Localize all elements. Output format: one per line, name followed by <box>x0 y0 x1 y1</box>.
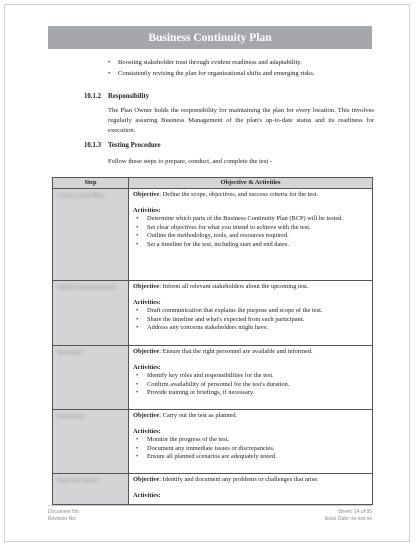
objective-cell <box>129 410 373 474</box>
objective-label: Objective <box>133 191 160 198</box>
list-item: • Address any concerns stakeholders might have. <box>133 324 368 333</box>
heading-responsibility <box>84 93 149 100</box>
activities-label: Activities: <box>133 363 161 371</box>
document-number: Document No: <box>48 509 80 515</box>
objective-line <box>133 348 368 357</box>
heading-testing-procedure <box>84 142 161 149</box>
activities-list <box>133 436 368 462</box>
objective-label: Objective <box>133 412 160 419</box>
heading-number: 10.1.2 <box>84 93 101 100</box>
objective-cell <box>129 346 373 410</box>
objective-cell <box>129 474 373 505</box>
step-cell <box>53 346 129 410</box>
table-header-row <box>53 178 373 189</box>
list-item: • Outline the methodology, tools, and resources required. <box>133 232 368 241</box>
objective-text: : Carry out the test as planned. <box>159 412 238 419</box>
step-cell <box>53 474 129 505</box>
step-label: Execution <box>57 413 84 420</box>
step-label: Personnel <box>57 349 83 356</box>
step-cell <box>53 281 129 346</box>
step-label: Post-Test Issues <box>57 477 99 484</box>
activities-label: Activities: <box>133 491 161 499</box>
column-header-step: Step <box>53 178 129 189</box>
intro-bullet: • Boosting stakeholder trust through evident readiness and adaptability. <box>108 57 378 68</box>
document-title-bar <box>48 26 372 49</box>
column-header-objective: Objective & Activities <box>129 178 373 189</box>
list-item: • Set clear objectives for what you intend to achieve with the test. <box>133 224 368 233</box>
list-item: • Provide training or briefings, if necessary. <box>133 389 368 398</box>
list-item: • Monitor the progress of the test. <box>133 436 368 445</box>
step-cell <box>53 189 129 281</box>
footer-right <box>324 509 372 523</box>
responsibility-paragraph: The Plan Owner holds the responsibility for maintaining the plan for every location. This involves regularly assuring Business Management of the plan's up-to-date status and its readiness for execution. <box>108 107 374 134</box>
heading-number: 10.1.3 <box>84 142 101 149</box>
sheet-number: Sheet: 14 of 35 <box>338 509 372 515</box>
objective-text: : Ensure that the right personnel are available and informed. <box>159 348 313 355</box>
activities-label: Activities: <box>133 206 161 214</box>
objective-label: Objective <box>133 283 160 290</box>
heading-title: Responsibility <box>108 93 150 100</box>
list-item: • Set a timeline for the test, including start and end dates. <box>133 241 368 250</box>
objective-text: : Identify and document any problems or challenges that arise. <box>159 476 319 483</box>
objective-text: : Define the scope, objectives, and success criteria for the test. <box>159 191 319 198</box>
objective-label: Objective <box>133 476 160 483</box>
document-title: Business Continuity Plan <box>148 31 272 44</box>
intro-bullet-list <box>108 57 378 79</box>
objective-line <box>133 283 368 292</box>
activities-list <box>133 372 368 398</box>
heading-title: Testing Procedure <box>108 142 161 149</box>
list-item: • Share the timeline and what's expected from each participant. <box>133 316 368 325</box>
list-item: • Ensure all planned scenarios are adequately tested. <box>133 453 368 462</box>
step-label: Initial Communication <box>57 284 117 291</box>
testing-steps-table <box>52 177 373 505</box>
table-row <box>53 189 373 281</box>
objective-text: : Inform all relevant stakeholders about the upcoming test. <box>159 283 309 290</box>
objective-cell <box>129 189 373 281</box>
objective-line <box>133 191 368 200</box>
list-item: • Document any immediate issues or discrepancies. <box>133 445 368 454</box>
footer-left <box>48 509 80 523</box>
objective-label: Objective <box>133 348 160 355</box>
activities-label: Activities: <box>133 427 161 435</box>
list-item: • Determine which parts of the Business Continuity Plan (BCP) will be tested. <box>133 215 368 224</box>
table-row <box>53 281 373 346</box>
activities-label: Activities: <box>133 298 161 306</box>
testing-intro-paragraph: Follow these steps to prepare, conduct, and complete the test - <box>108 158 273 165</box>
table-row <box>53 410 373 474</box>
issue-date: Issue Date: xx-xxx-xx <box>324 516 372 522</box>
list-item: • Confirm availability of personnel for the test's duration. <box>133 381 368 390</box>
list-item: • Identify key roles and responsibilities for the test. <box>133 372 368 381</box>
list-item: • Draft communication that explains the purpose and scope of the test. <box>133 307 368 316</box>
footer-divider <box>48 505 372 506</box>
table-row <box>53 474 373 505</box>
activities-list <box>133 307 368 333</box>
revision-number: Revision No: <box>48 516 77 522</box>
step-label: Create a Test Plan <box>57 192 104 199</box>
activities-list <box>133 215 368 249</box>
objective-line <box>133 412 368 421</box>
table-row <box>53 346 373 410</box>
objective-line <box>133 476 368 485</box>
intro-bullet: • Consistently revising the plan for organizational shifts and emerging risks. <box>108 68 378 79</box>
objective-cell <box>129 281 373 346</box>
step-cell <box>53 410 129 474</box>
